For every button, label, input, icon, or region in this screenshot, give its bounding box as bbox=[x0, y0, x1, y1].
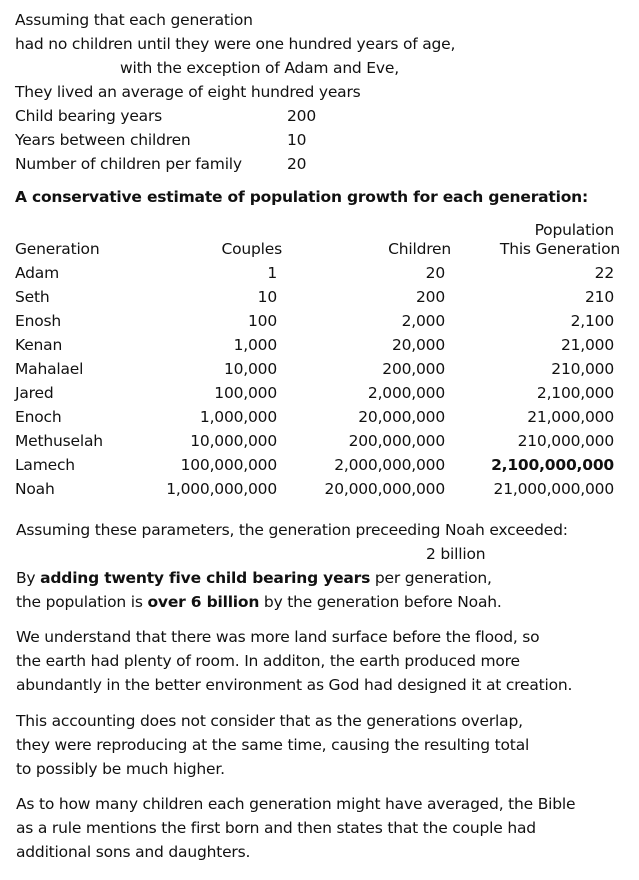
estimate-heading: A conservative estimate of population growth for each generation: bbox=[15, 188, 589, 206]
table-row-population: 210,000 bbox=[551, 360, 614, 378]
table-row-children: 2,000,000,000 bbox=[334, 456, 445, 474]
conclusion-value: 2 billion bbox=[426, 545, 486, 563]
table-row-generation: Noah bbox=[15, 480, 55, 498]
param-label-years-between-children: Years between children bbox=[15, 131, 191, 149]
table-row-couples: 10,000 bbox=[223, 360, 277, 378]
table-row-couples: 1 bbox=[267, 264, 277, 282]
table-row-couples: 100,000,000 bbox=[180, 456, 277, 474]
table-row-children: 20,000 bbox=[391, 336, 445, 354]
table-row-children: 20 bbox=[425, 264, 445, 282]
result-pre: the population is bbox=[16, 593, 148, 611]
param-label-children-per-family: Number of children per family bbox=[15, 155, 242, 173]
table-row-population: 210,000,000 bbox=[517, 432, 614, 450]
intro-line-2: had no children until they were one hundred years of age, bbox=[15, 35, 456, 53]
paragraph-children-line-1: As to how many children each generation might have averaged, the Bible bbox=[16, 795, 576, 813]
table-row-couples: 10,000,000 bbox=[190, 432, 277, 450]
header-generation: Generation bbox=[15, 240, 100, 258]
table-row-generation: Lamech bbox=[15, 456, 75, 474]
table-row-couples: 1,000,000,000 bbox=[166, 480, 277, 498]
param-value-years-between-children: 10 bbox=[287, 131, 307, 149]
header-population-line-1: Population bbox=[534, 221, 614, 239]
header-couples: Couples bbox=[221, 240, 282, 258]
table-row-generation: Jared bbox=[15, 384, 54, 402]
header-population-line-2: This Generation bbox=[499, 240, 620, 258]
table-row-generation: Mahalael bbox=[15, 360, 84, 378]
table-row-couples: 1,000,000 bbox=[199, 408, 277, 426]
result-post: by the generation before Noah. bbox=[259, 593, 502, 611]
table-row-children: 20,000,000,000 bbox=[324, 480, 445, 498]
paragraph-land-line-3: abundantly in the better environment as God had designed it at creation. bbox=[16, 676, 573, 694]
table-row-children: 200,000 bbox=[382, 360, 445, 378]
adding-emphasis: adding twenty five child bearing years bbox=[40, 569, 371, 587]
table-row-generation: Kenan bbox=[15, 336, 63, 354]
paragraph-land-line-2: the earth had plenty of room. In additon, the earth produced more bbox=[16, 652, 520, 670]
adding-years-line-1 bbox=[16, 568, 492, 588]
intro-line-3: with the exception of Adam and Eve, bbox=[120, 59, 399, 77]
table-row-generation: Methuselah bbox=[15, 432, 103, 450]
table-row-children: 20,000,000 bbox=[358, 408, 445, 426]
paragraph-overlap-line-2: they were reproducing at the same time, causing the resulting total bbox=[16, 736, 530, 754]
table-row-generation: Seth bbox=[15, 288, 50, 306]
table-row-population: 21,000,000 bbox=[527, 408, 614, 426]
table-row-population: 21,000 bbox=[560, 336, 614, 354]
table-row-children: 200 bbox=[416, 288, 445, 306]
intro-line-4: They lived an average of eight hundred years bbox=[15, 83, 361, 101]
adding-post: per generation, bbox=[370, 569, 492, 587]
table-row-population-highlight: 2,100,000,000 bbox=[491, 456, 614, 474]
paragraph-children-line-3: additional sons and daughters. bbox=[16, 843, 251, 861]
table-row-population: 210 bbox=[585, 288, 614, 306]
table-row-population: 2,100 bbox=[570, 312, 614, 330]
table-row-couples: 10 bbox=[257, 288, 277, 306]
table-row-population: 2,100,000 bbox=[536, 384, 614, 402]
table-row-couples: 1,000 bbox=[233, 336, 277, 354]
adding-pre: By bbox=[16, 569, 41, 587]
paragraph-overlap-line-3: to possibly be much higher. bbox=[16, 760, 225, 778]
table-row-generation: Adam bbox=[15, 264, 59, 282]
table-row-generation: Enoch bbox=[15, 408, 62, 426]
paragraph-land-line-1: We understand that there was more land surface before the flood, so bbox=[16, 628, 540, 646]
table-row-generation: Enosh bbox=[15, 312, 61, 330]
table-row-children: 200,000,000 bbox=[348, 432, 445, 450]
table-row-couples: 100 bbox=[248, 312, 277, 330]
adding-years-line-2 bbox=[16, 592, 502, 612]
table-row-population: 22 bbox=[594, 264, 614, 282]
param-value-child-bearing-years: 200 bbox=[287, 107, 316, 125]
table-row-couples: 100,000 bbox=[214, 384, 277, 402]
intro-line-1: Assuming that each generation bbox=[15, 11, 253, 29]
result-emphasis: over 6 billion bbox=[147, 593, 260, 611]
table-row-children: 2,000,000 bbox=[367, 384, 445, 402]
conclusion-line: Assuming these parameters, the generation preceeding Noah exceeded: bbox=[16, 521, 568, 539]
table-row-children: 2,000 bbox=[401, 312, 445, 330]
paragraph-overlap-line-1: This accounting does not consider that as the generations overlap, bbox=[16, 712, 523, 730]
param-label-child-bearing-years: Child bearing years bbox=[15, 107, 163, 125]
table-row-population: 21,000,000,000 bbox=[493, 480, 614, 498]
paragraph-children-line-2: as a rule mentions the first born and then states that the couple had bbox=[16, 819, 536, 837]
header-children: Children bbox=[388, 240, 451, 258]
param-value-children-per-family: 20 bbox=[287, 155, 307, 173]
